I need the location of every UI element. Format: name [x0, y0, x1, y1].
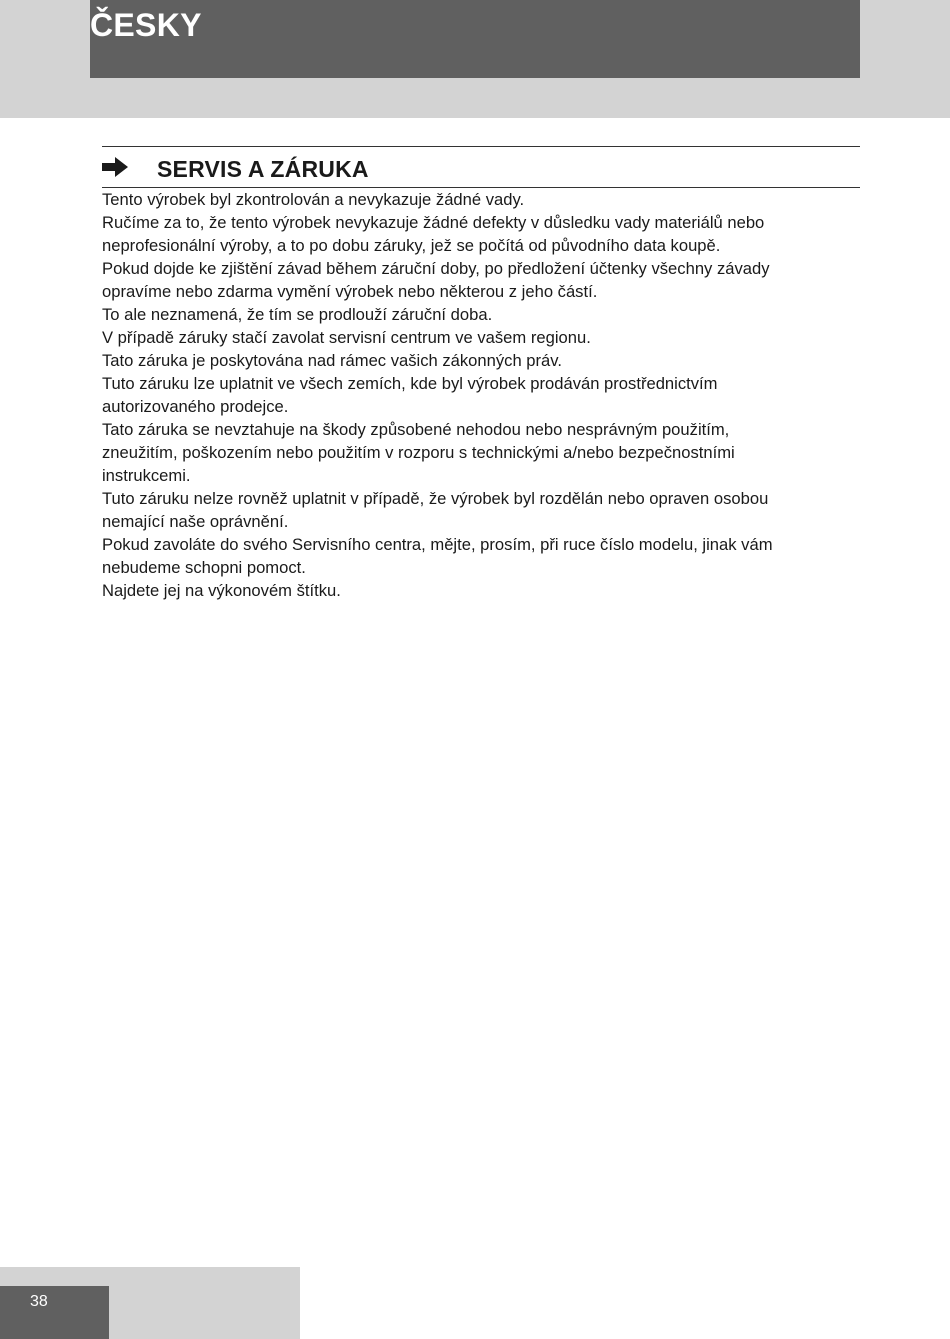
arrow-right-icon	[102, 157, 128, 177]
body-line: nemající naše oprávnění.	[102, 512, 289, 531]
body-line: Tato záruka se nevztahuje na škody způsobené nehodou nebo nesprávným použitím,	[102, 420, 730, 439]
body-line: neprofesionální výroby, a to po dobu záruky, jež se počítá od původního data koupě.	[102, 236, 721, 255]
section-body	[102, 188, 860, 602]
body-line: Ručíme za to, že tento výrobek nevykazuje žádné defekty v důsledku vady materiálů nebo	[102, 213, 765, 232]
body-line: autorizovaného prodejce.	[102, 397, 289, 416]
body-line: opravíme nebo zdarma vymění výrobek nebo některou z jeho částí.	[102, 282, 598, 301]
body-line: instrukcemi.	[102, 466, 191, 485]
body-line: To ale neznamená, že tím se prodlouží záruční doba.	[102, 305, 493, 324]
body-line: Pokud dojde ke zjištění závad během záruční doby, po předložení účtenky všechny závady	[102, 259, 770, 278]
language-tab	[90, 0, 860, 78]
body-line: Tuto záruku nelze rovněž uplatnit v případě, že výrobek byl rozdělán nebo opraven osobou	[102, 489, 769, 508]
body-line: Tuto záruku lze uplatnit ve všech zemích, kde byl výrobek prodáván prostřednictvím	[102, 374, 718, 393]
body-line: Tato záruka je poskytována nad rámec vašich zákonných práv.	[102, 351, 562, 370]
body-line: Tento výrobek byl zkontrolován a nevykazuje žádné vady.	[102, 190, 525, 209]
section-title: SERVIS A ZÁRUKA	[157, 156, 369, 182]
body-line: Najdete jej na výkonovém štítku.	[102, 581, 341, 600]
section-header	[102, 146, 860, 188]
warranty-section	[102, 146, 860, 602]
body-line: Pokud zavoláte do svého Servisního centra, mějte, prosím, při ruce číslo modelu, jinak vám	[102, 535, 773, 554]
page-number: 38	[30, 1293, 48, 1310]
header-band	[0, 0, 950, 118]
page-number-box	[0, 1286, 109, 1339]
language-title: ČESKY	[90, 7, 202, 43]
body-line: zneužitím, poškozením nebo použitím v rozporu s technickými a/nebo bezpečnostními	[102, 443, 735, 462]
body-line: V případě záruky stačí zavolat servisní centrum ve vašem regionu.	[102, 328, 591, 347]
body-line: nebudeme schopni pomoct.	[102, 558, 306, 577]
